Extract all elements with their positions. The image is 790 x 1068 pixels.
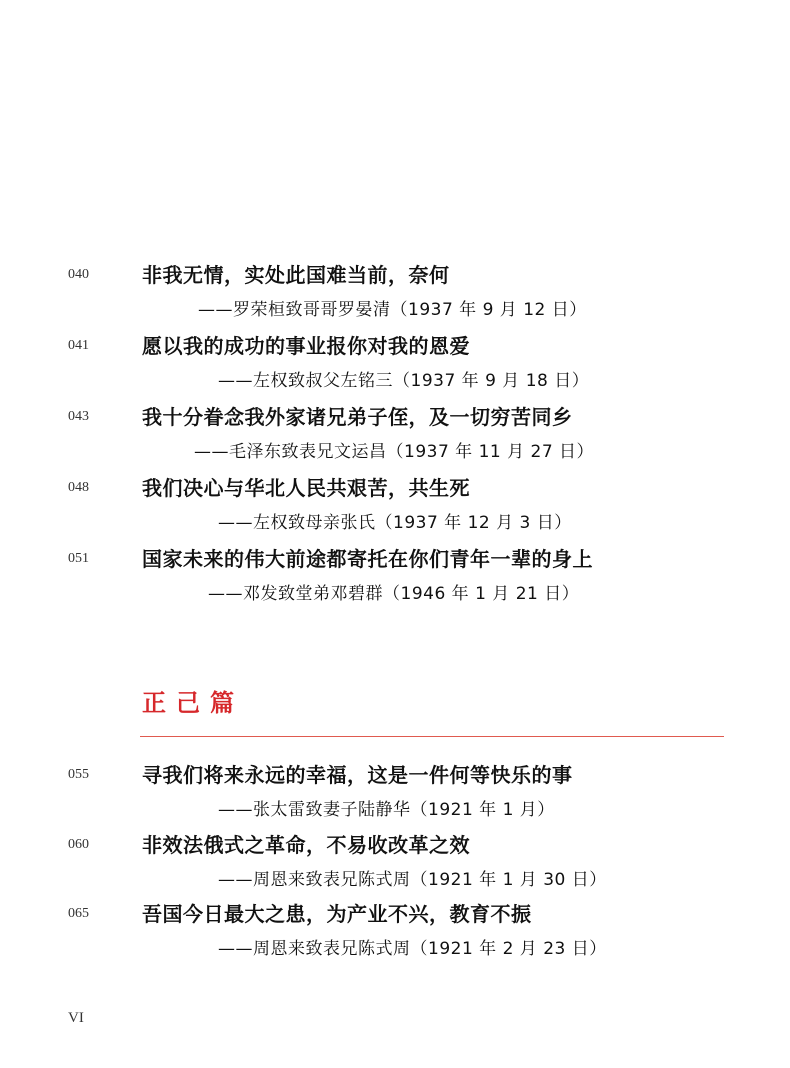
entry-title: 愿以我的成功的事业报你对我的恩爱	[142, 334, 470, 358]
entry-title: 吾国今日最大之患，为产业不兴，教育不振	[142, 902, 532, 926]
entry-source: ——张太雷致妻子陆静华（1921 年 1 月）	[218, 800, 555, 820]
entry-page-number: 051	[68, 551, 89, 566]
entry-title: 国家未来的伟大前途都寄托在你们青年一辈的身上	[142, 547, 593, 571]
section-title: 正己篇	[142, 688, 244, 717]
entry-source: ——左权致母亲张氏（1937 年 12 月 3 日）	[218, 513, 572, 533]
entry-page-number: 040	[68, 267, 89, 282]
entry-title: 我十分眷念我外家诸兄弟子侄，及一切穷苦同乡	[142, 405, 573, 429]
entry-title: 非我无情，实处此国难当前，奈何	[142, 263, 450, 287]
entry-source: ——周恩来致表兄陈式周（1921 年 1 月 30 日）	[218, 870, 607, 890]
entry-source: ——罗荣桓致哥哥罗晏清（1937 年 9 月 12 日）	[198, 300, 587, 320]
entry-source: ——邓发致堂弟邓碧群（1946 年 1 月 21 日）	[208, 584, 580, 604]
entry-title: 我们决心与华北人民共艰苦，共生死	[142, 476, 470, 500]
entry-page-number: 048	[68, 480, 89, 495]
entry-source: ——周恩来致表兄陈式周（1921 年 2 月 23 日）	[218, 939, 607, 959]
entry-page-number: 043	[68, 409, 89, 424]
section-divider	[140, 736, 724, 737]
page-number: VI	[68, 1010, 84, 1026]
entry-page-number: 060	[68, 837, 89, 852]
entry-title: 寻我们将来永远的幸福，这是一件何等快乐的事	[142, 763, 573, 787]
entry-source: ——左权致叔父左铭三（1937 年 9 月 18 日）	[218, 371, 590, 391]
entry-page-number: 041	[68, 338, 89, 353]
entry-title: 非效法俄式之革命，不易收改革之效	[142, 833, 470, 857]
entry-page-number: 065	[68, 906, 89, 921]
entry-source: ——毛泽东致表兄文运昌（1937 年 11 月 27 日）	[194, 442, 595, 462]
entry-page-number: 055	[68, 767, 89, 782]
